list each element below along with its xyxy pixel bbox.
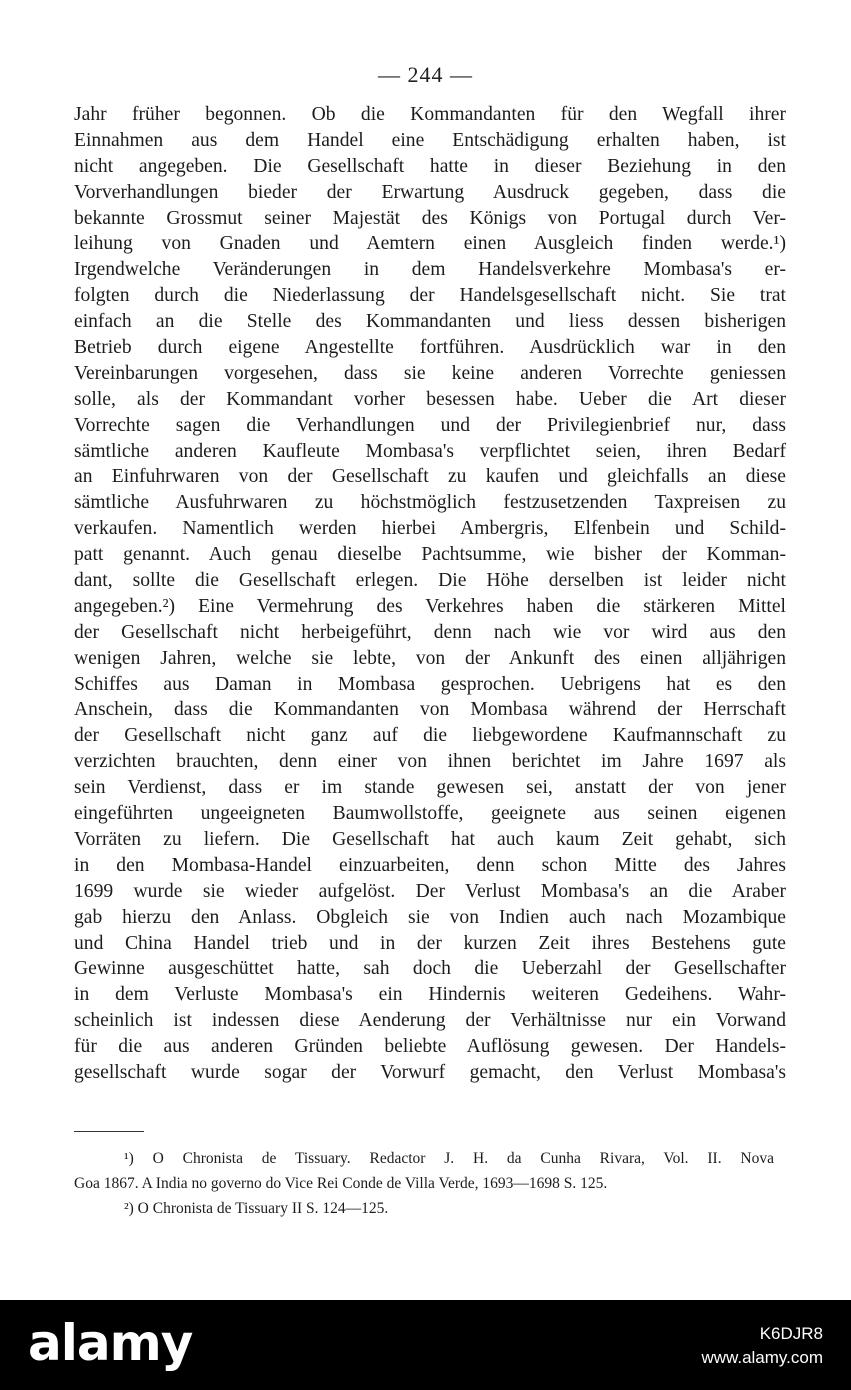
body-line: verzichten brauchten, denn einer von ihnen berichtet im Jahre 1697 als [74,751,786,773]
body-line: sämtliche anderen Kaufleute Mombasa's verpflichtet seien, ihren Bedarf [74,440,786,462]
body-line: Betrieb durch eigene Angestellte fortführen. Ausdrücklich war in den [74,337,786,359]
body-line: Anschein, dass die Kommandanten von Mombasa während der Herrschaft [74,699,786,721]
body-line: und China Handel trieb und in der kurzen Zeit ihres Bestehens gute [74,932,786,954]
footnote-1: ¹) O Chronista de Tissuary. Redactor J. H. da Cunha Rivara, Vol. II. Nova [124,1150,774,1167]
body-line: Vorräten zu liefern. Die Gesellschaft hat auch kaum Zeit gehabt, sich [74,828,786,850]
body-line: verkaufen. Namentlich werden hierbei Ambergris, Elfenbein und Schild- [74,518,786,540]
footnote-2: ²) O Chronista de Tissuary II S. 124—125. [124,1200,389,1217]
body-line: wenigen Jahren, welche sie lebte, von der Ankunft des einen alljährigen [74,647,786,669]
body-line: der Gesellschaft nicht ganz auf die liebgewordene Kaufmannschaft zu [74,725,786,747]
body-line: 1699 wurde sie wieder aufgelöst. Der Verlust Mombasa's an die Araber [74,880,786,902]
watermark-banner [0,1300,851,1390]
body-line: angegeben.²) Eine Vermehrung des Verkehres haben die stärkeren Mittel [74,595,786,617]
body-line: dant, sollte die Gesellschaft erlegen. Die Höhe derselben ist leider nicht [74,570,786,592]
body-line: sein Verdienst, dass er im stande gewesen sei, anstatt der von jener [74,777,786,799]
body-line: nicht angegeben. Die Gesellschaft hatte in dieser Beziehung in den [74,155,786,177]
body-line: sämtliche Ausfuhrwaren zu höchstmöglich festzusetzenden Taxpreisen zu [74,492,786,514]
body-line: gesellschaft wurde sogar der Vorwurf gemacht, den Verlust Mombasa's [74,1061,786,1083]
body-line: Gewinne ausgeschüttet hatte, sah doch die Ueberzahl der Gesellschafter [74,958,786,980]
body-line: in den Mombasa-Handel einzuarbeiten, denn schon Mitte des Jahres [74,854,786,876]
body-line: scheinlich ist indessen diese Aenderung der Verhältnisse nur ein Vorwand [74,1010,786,1032]
image-id: K6DJR8 [759,1324,823,1343]
page-number: — 244 — [378,62,473,87]
body-line: einfach an die Stelle des Kommandanten und liess dessen bisherigen [74,311,786,333]
body-line: der Gesellschaft nicht herbeigeführt, denn nach wie vor wird aus den [74,621,786,643]
body-line: Jahr früher begonnen. Ob die Kommandanten für den Wegfall ihrer [74,104,786,125]
body-text [74,102,786,1086]
body-line: gab hierzu den Anlass. Obgleich sie von Indien auch nach Mozambique [74,906,786,928]
body-line: solle, als der Kommandant vorher besessen habe. Ueber die Art dieser [74,388,786,410]
body-line: an Einfuhrwaren von der Gesellschaft zu kaufen und gleichfalls an diese [74,466,786,488]
alamy-logo: alamy [28,1314,193,1372]
footnote-divider [74,1131,144,1132]
body-line: patt genannt. Auch genau dieselbe Pachtsumme, wie bisher der Komman- [74,544,786,566]
body-line: folgten durch die Niederlassung der Handelsgesellschaft nicht. Sie trat [74,285,786,307]
body-line: für die aus anderen Gründen beliebte Auflösung gewesen. Der Handels- [74,1036,786,1058]
body-line: Vorrechte sagen die Verhandlungen und der Privilegienbrief nur, dass [74,414,786,436]
footnotes [74,1146,774,1221]
body-line: Schiffes aus Daman in Mombasa gesprochen. Uebrigens hat es den [74,673,786,695]
body-line: eingeführten ungeeigneten Baumwollstoffe, geeignete aus seinen eigenen [74,803,786,825]
body-line: in dem Verluste Mombasa's ein Hindernis weiteren Gedeihens. Wahr- [74,984,786,1006]
body-line: Vereinbarungen vorgesehen, dass sie keine anderen Vorrechte geniessen [74,362,786,384]
footnote-1-continued: Goa 1867. A India no governo do Vice Rei Conde de Villa Verde, 1693—1698 S. 125. [74,1175,608,1192]
body-line: bekannte Grossmut seiner Majestät des Königs von Portugal durch Ver- [74,207,786,229]
body-line: Irgendwelche Veränderungen in dem Handelsverkehre Mombasa's er- [74,259,786,281]
banner-meta [701,1322,823,1370]
body-line: Einnahmen aus dem Handel eine Entschädigung erhalten haben, ist [74,129,786,151]
body-line: Vorverhandlungen bieder der Erwartung Ausdruck gegeben, dass die [74,181,786,203]
body-line: leihung von Gnaden und Aemtern einen Ausgleich finden werde.¹) [74,233,786,255]
site-url: www.alamy.com [701,1348,823,1367]
